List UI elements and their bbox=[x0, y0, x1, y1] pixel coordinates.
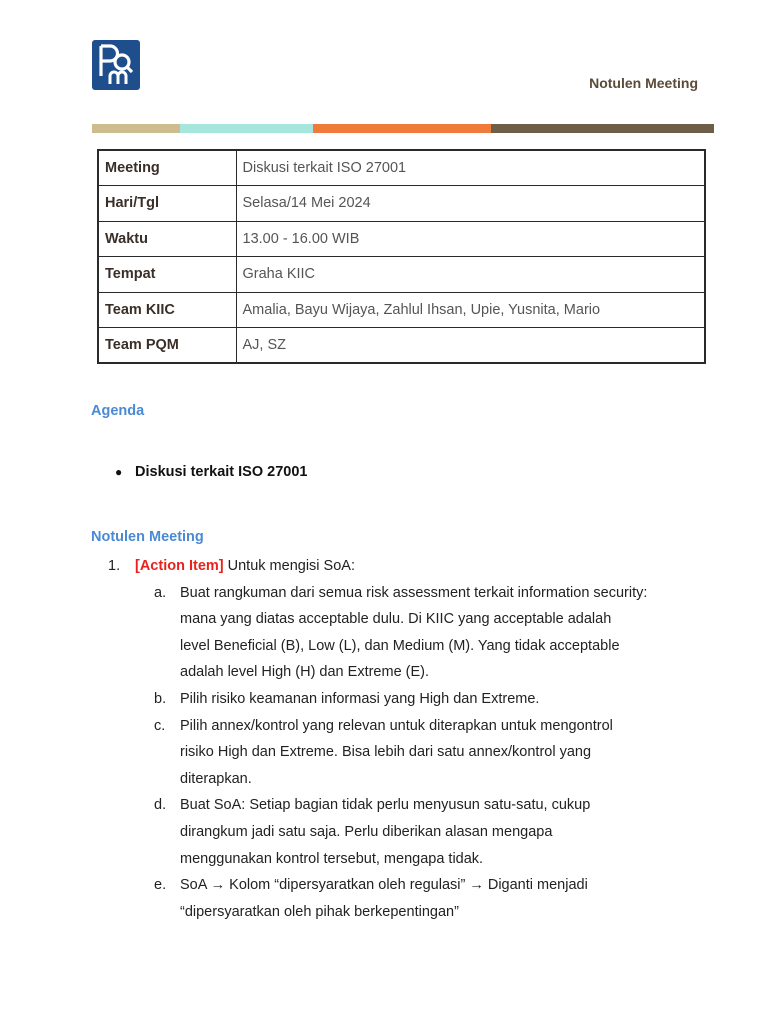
sub-list bbox=[154, 580, 718, 926]
list-item bbox=[108, 553, 718, 580]
text-line: Buat SoA: Setiap bagian tidak perlu menyusun satu-satu, cukup bbox=[180, 797, 591, 814]
sub-item-letter: b. bbox=[154, 690, 167, 707]
text-line: SoA → Kolom “dipersyaratkan oleh regulasi” → Diganti menjadi bbox=[180, 877, 588, 894]
agenda-item-text: Diskusi terkait ISO 27001 bbox=[135, 464, 308, 480]
row-value: Graha KIIC bbox=[236, 257, 705, 293]
document-header-title: Notulen Meeting bbox=[589, 75, 698, 91]
text-line: Pilih risiko keamanan informasi yang High dan Extreme. bbox=[180, 690, 540, 707]
notes-list bbox=[108, 553, 718, 925]
row-label: Waktu bbox=[98, 221, 236, 257]
text-line: Pilih annex/kontrol yang relevan untuk diterapkan untuk mengontrol bbox=[180, 717, 613, 734]
stripe-segment-2 bbox=[180, 124, 313, 133]
agenda-item bbox=[115, 464, 308, 480]
stripe-segment-4 bbox=[491, 124, 714, 133]
sub-item-text bbox=[180, 686, 718, 713]
sub-item-letter: a. bbox=[154, 584, 167, 601]
stripe-segment-3 bbox=[313, 124, 491, 133]
row-value: Selasa/14 Mei 2024 bbox=[236, 186, 705, 222]
table-row bbox=[98, 221, 705, 257]
row-label: Tempat bbox=[98, 257, 236, 293]
text-line: level Beneficial (B), Low (L), dan Medium (M). Yang tidak acceptable bbox=[180, 637, 620, 654]
row-label: Meeting bbox=[98, 150, 236, 186]
bullet-icon: ● bbox=[115, 465, 123, 479]
item-number: 1. bbox=[108, 558, 121, 574]
sub-item-letter: d. bbox=[154, 797, 167, 814]
sub-item-text bbox=[180, 713, 718, 793]
row-value: Amalia, Bayu Wijaya, Zahlul Ihsan, Upie, Yusnita, Mario bbox=[236, 292, 705, 328]
row-label: Team PQM bbox=[98, 328, 236, 364]
table-row bbox=[98, 328, 705, 364]
pqm-logo bbox=[92, 40, 140, 90]
row-label: Hari/Tgl bbox=[98, 186, 236, 222]
table-row bbox=[98, 257, 705, 293]
table-row bbox=[98, 292, 705, 328]
text-line: diterapkan. bbox=[180, 770, 252, 787]
table-row bbox=[98, 186, 705, 222]
text-line: adalah level High (H) dan Extreme (E). bbox=[180, 664, 430, 681]
list-item bbox=[154, 792, 718, 872]
row-value: 13.00 - 16.00 WIB bbox=[236, 221, 705, 257]
text-line: dirangkum jadi satu saja. Perlu diberikan alasan mengapa bbox=[180, 823, 553, 840]
text-line: Buat rangkuman dari semua risk assessment terkait information security: bbox=[180, 584, 648, 601]
list-item bbox=[154, 686, 718, 713]
text-line: mana yang diatas acceptable dulu. Di KIIC yang acceptable adalah bbox=[180, 611, 612, 628]
row-value: AJ, SZ bbox=[236, 328, 705, 364]
list-item bbox=[154, 713, 718, 793]
stripe-segment-1 bbox=[92, 124, 180, 133]
pqm-logo-mark bbox=[92, 40, 140, 90]
row-value: Diskusi terkait ISO 27001 bbox=[236, 150, 705, 186]
color-stripe bbox=[92, 124, 714, 133]
text-line: risiko High dan Extreme. Bisa lebih dari satu annex/kontrol yang bbox=[180, 744, 592, 761]
list-item bbox=[154, 580, 718, 686]
list-item bbox=[154, 872, 718, 925]
sub-item-text bbox=[180, 580, 718, 686]
table-row bbox=[98, 150, 705, 186]
text-line: menggunakan kontrol tersebut, mengapa tidak. bbox=[180, 850, 484, 867]
sub-item-letter: e. bbox=[154, 877, 167, 894]
sub-item-letter: c. bbox=[154, 717, 166, 734]
item-text: Untuk mengisi SoA: bbox=[223, 558, 355, 574]
action-item-tag: [Action Item] bbox=[135, 558, 224, 574]
agenda-heading: Agenda bbox=[91, 403, 145, 419]
sub-item-text bbox=[180, 792, 718, 872]
text-line: “dipersyaratkan oleh pihak berkepentingan” bbox=[180, 903, 459, 920]
row-label: Team KIIC bbox=[98, 292, 236, 328]
notes-heading: Notulen Meeting bbox=[91, 529, 204, 545]
meeting-info-table bbox=[97, 149, 706, 364]
sub-item-text bbox=[180, 872, 718, 925]
